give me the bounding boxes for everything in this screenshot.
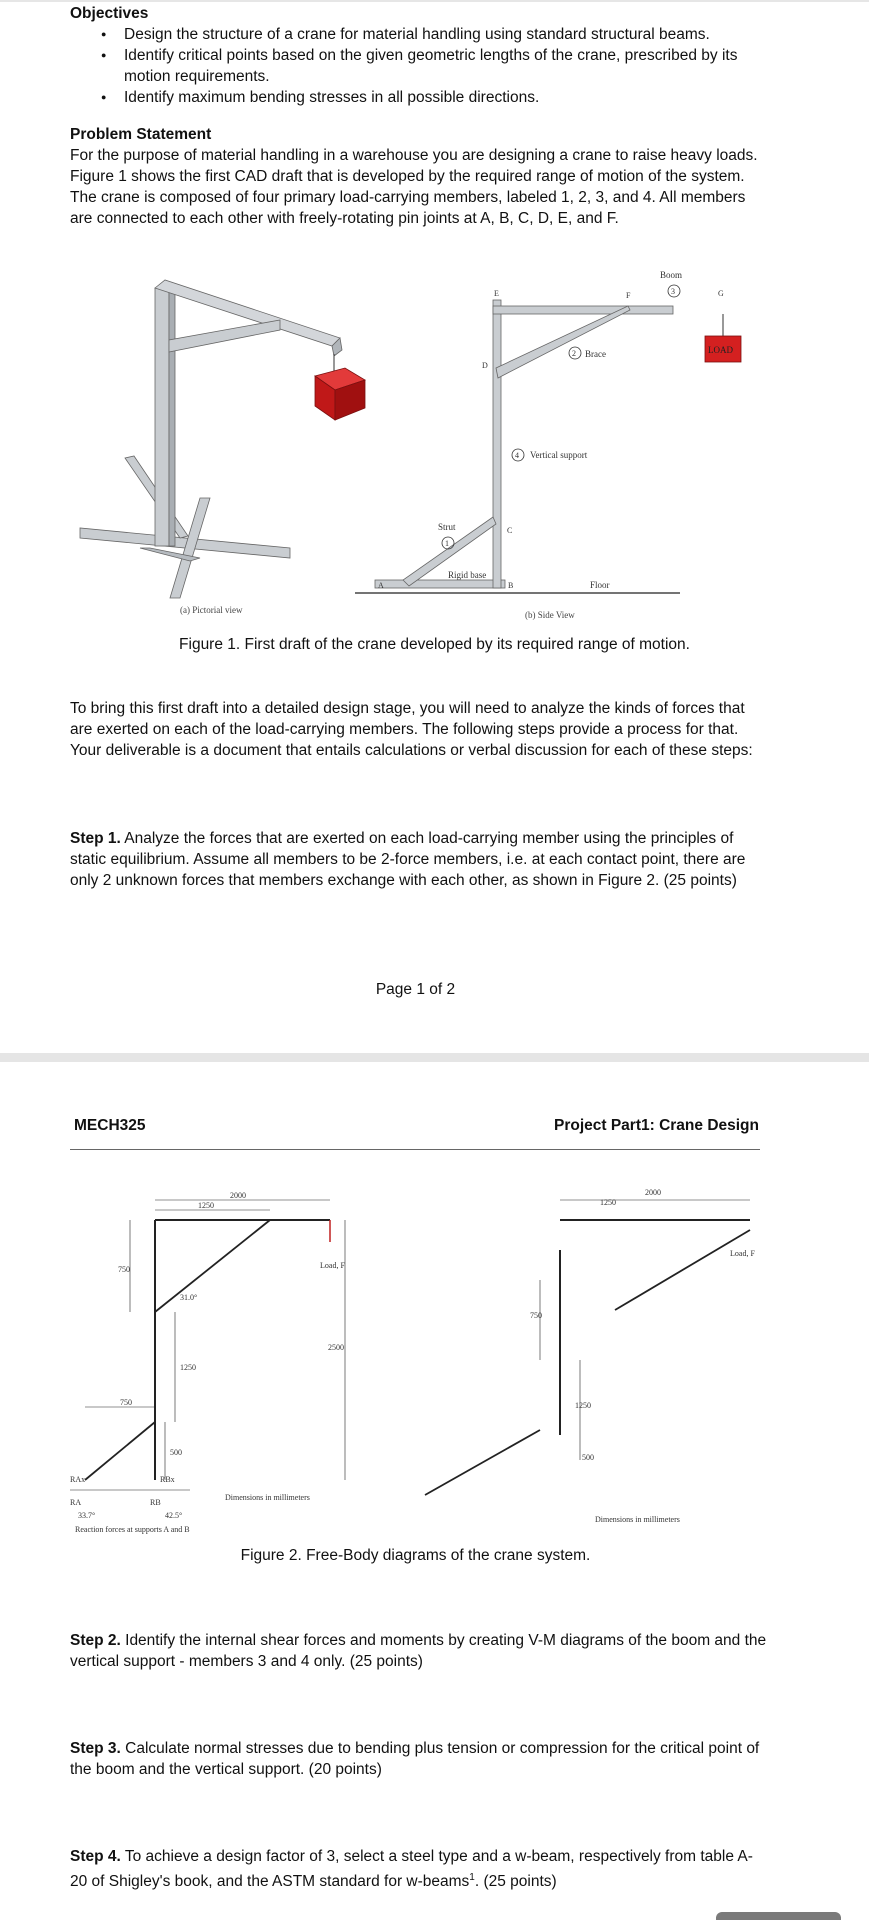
footnote-marker[interactable]: 1 bbox=[469, 1872, 475, 1883]
step-4-tail: . (25 points) bbox=[474, 1873, 557, 1891]
point-a: A bbox=[378, 581, 384, 590]
step-3-text: Calculate normal stresses due to bending plus tension or compression for the critical point of the boom and the vertical support. (20 points) bbox=[70, 1740, 760, 1778]
figure-1-caption: Figure 1. First draft of the crane developed by its required range of motion. bbox=[179, 636, 690, 653]
point-c: C bbox=[507, 526, 513, 535]
r-b: RB bbox=[150, 1498, 161, 1507]
rigid-base-label: Rigid base bbox=[448, 570, 487, 580]
dim-2500: 2500 bbox=[328, 1343, 344, 1352]
dim-750: 750 bbox=[118, 1265, 130, 1274]
strut-label: Strut bbox=[438, 522, 456, 532]
load-f: Load, F bbox=[320, 1261, 345, 1270]
pictorial-label: (a) Pictorial view bbox=[180, 605, 243, 615]
project-title: Project Part1: Crane Design bbox=[553, 1117, 759, 1134]
r-ax: RAx bbox=[70, 1475, 86, 1484]
angle-337: 33.7° bbox=[78, 1511, 96, 1520]
step-2 bbox=[70, 1630, 770, 1672]
exploded-fbd bbox=[425, 1200, 750, 1495]
dim-1250b: 1250 bbox=[180, 1363, 196, 1372]
point-e: E bbox=[494, 289, 499, 298]
step-4-text: To achieve a design factor of 3, select a steel type and a w-beam, respectively from table A-20 of Shigley's book, and the ASTM standard for w-beams bbox=[70, 1848, 753, 1891]
load-label: LOAD bbox=[708, 345, 733, 355]
step-1-label: Step 1. bbox=[70, 830, 121, 847]
step-1-text: Analyze the forces that are exerted on each load-carrying member using the principles of static equilibrium. Assume all members to be 2-force members, i.e. at each contact point, there are only 2 unknown forces that members exchange with each other, as shown in Figure 2. (25 points) bbox=[70, 830, 746, 889]
header-rule bbox=[70, 1149, 760, 1150]
figure-2-caption: Figure 2. Free-Body diagrams of the crane system. bbox=[240, 1547, 591, 1564]
r-bx: RBx bbox=[160, 1475, 175, 1484]
angle-31: 31.0° bbox=[180, 1293, 198, 1302]
dim-750b: 750 bbox=[120, 1398, 132, 1407]
pictorial-view bbox=[80, 280, 365, 615]
course-code: MECH325 bbox=[74, 1117, 146, 1134]
figure-1 bbox=[70, 258, 760, 630]
point-g: G bbox=[718, 289, 724, 298]
dim-500-exploded: 500 bbox=[582, 1453, 594, 1462]
point-b: B bbox=[508, 581, 514, 590]
point-f: F bbox=[626, 291, 631, 300]
step-2-text: Identify the internal shear forces and moments by creating V-M diagrams of the boom and the vertical support - members 3 and 4 only. (25 points) bbox=[70, 1632, 767, 1670]
step-4 bbox=[70, 1846, 770, 1892]
r-a: RA bbox=[70, 1498, 82, 1507]
page-number: Page 1 of 2 bbox=[375, 981, 456, 998]
step-3-label: Step 3. bbox=[70, 1740, 121, 1757]
exploded-labels bbox=[530, 1188, 755, 1524]
point-d: D bbox=[482, 361, 488, 370]
assembled-labels bbox=[70, 1191, 345, 1534]
objectives-heading: Objectives bbox=[70, 5, 149, 22]
assembled-fbd bbox=[70, 1200, 345, 1490]
vertical-support-label: Vertical support bbox=[530, 450, 588, 460]
step-2-label: Step 2. bbox=[70, 1632, 121, 1649]
side-view-label: (b) Side View bbox=[525, 610, 575, 620]
intro-paragraph: To bring this first draft into a detailed design stage, you will need to analyze the kinds of forces that are exerted on each of the load-carrying members. The following steps provide a process for that. Your deliverable is a document that entails calculations or verbal discussion for each of these steps: bbox=[70, 700, 753, 759]
problem-text: For the purpose of material handling in a warehouse you are designing a crane to raise heavy loads. Figure 1 shows the first CAD draft that is developed by the required range of motion of the system. The crane is composed of four primary load-carrying members, labeled 1, 2, 3, and 4. All members are connected to each other with freely-rotating pin joints at A, B, C, D, E, and F. bbox=[70, 147, 758, 227]
top-divider bbox=[0, 0, 869, 2]
brace-label: Brace bbox=[585, 349, 606, 359]
dim-2000: 2000 bbox=[230, 1191, 246, 1200]
objectives-list bbox=[70, 24, 770, 108]
dim-500: 500 bbox=[170, 1448, 182, 1457]
boom-label: Boom bbox=[660, 270, 683, 280]
dim-1250-exploded: 1250 bbox=[600, 1198, 616, 1207]
objective-item: ● Identify critical points based on the given geometric lengths of the crane, prescribed by its motion requirements. bbox=[70, 45, 770, 87]
step-1 bbox=[70, 828, 770, 891]
dims-note-exploded: Dimensions in millimeters bbox=[595, 1515, 680, 1524]
dim-2000-exploded: 2000 bbox=[645, 1188, 661, 1197]
dim-1250b-exploded: 1250 bbox=[575, 1401, 591, 1410]
step-3 bbox=[70, 1738, 770, 1780]
scroll-handle[interactable] bbox=[716, 1912, 841, 1920]
problem-heading: Problem Statement bbox=[70, 126, 212, 143]
step-4-label: Step 4. bbox=[70, 1848, 121, 1865]
page-break bbox=[0, 1053, 869, 1062]
load-f-exploded: Load, F bbox=[730, 1249, 755, 1258]
dim-750-exploded: 750 bbox=[530, 1311, 542, 1320]
member-2-number: 2 bbox=[572, 349, 576, 358]
dim-1250: 1250 bbox=[198, 1201, 214, 1210]
dims-note: Dimensions in millimeters bbox=[225, 1493, 310, 1502]
figure-2 bbox=[70, 1160, 770, 1540]
angle-425: 42.5° bbox=[165, 1511, 183, 1520]
objective-item: ● Identify maximum bending stresses in all possible directions. bbox=[70, 87, 770, 108]
page-1-text bbox=[70, 3, 770, 229]
member-1-number: 1 bbox=[445, 539, 449, 548]
objective-item: ● Design the structure of a crane for material handling using standard structural beams. bbox=[70, 24, 770, 45]
reaction-note: Reaction forces at supports A and B bbox=[75, 1525, 190, 1534]
side-view bbox=[355, 270, 741, 620]
member-3-number: 3 bbox=[671, 287, 675, 296]
floor-label: Floor bbox=[590, 580, 610, 590]
member-4-number: 4 bbox=[515, 451, 519, 460]
